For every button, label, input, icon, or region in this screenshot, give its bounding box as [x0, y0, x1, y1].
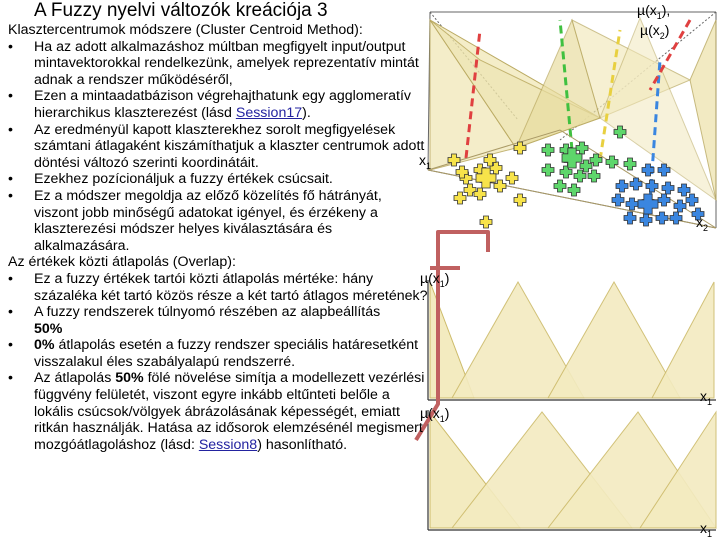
cluster-point: [686, 194, 698, 206]
bullet-text: Ha az adott alkalmazáshoz múltban megfigyelt input/output mintavektorokkal rendelkezünk, amelyek reprezentatív mintát adnak a rendszer működéséről,: [34, 38, 419, 88]
cluster-point: [624, 158, 636, 170]
cluster-centroid: [638, 194, 658, 214]
cluster-point: [454, 192, 466, 204]
cluster-point: [542, 144, 554, 156]
bullet-text: ).: [302, 104, 311, 121]
bullet-item: • Ez a fuzzy értékek tartói közti átlapolás mértéke: hány százaléka két tartó közös része a két tartó átlagos méretének?: [8, 270, 428, 304]
cluster-point: [542, 164, 554, 176]
cluster-point: [642, 164, 654, 176]
cluster-point: [612, 194, 624, 206]
mu-x1-bottom-label: $\mu(x_1)$: [420, 405, 450, 424]
cluster-point: [568, 184, 580, 196]
cluster-point: [670, 212, 682, 224]
membership-panel-bottom: [428, 410, 716, 530]
overlap-heading: Az értékek közti átlapolás (Overlap):: [8, 254, 236, 271]
membership-pyramids: [430, 18, 716, 200]
bullet-item: • Ezen a mintaadatbázison végrehajthatunk egy agglomeratív hierarchikus klaszterezést (lásd Session17).: [8, 88, 411, 121]
cluster-point: [656, 212, 668, 224]
bullet-text: Ezekhez pozícionáljuk a fuzzy értékek csúcsait.: [34, 171, 333, 188]
session8-link[interactable]: Session8: [198, 436, 258, 453]
bold-value: 50%: [115, 370, 144, 387]
cluster-point: [576, 142, 588, 154]
cluster-point: [678, 184, 690, 196]
cluster-point: [640, 214, 652, 226]
bullet-item: • Az eredményül kapott klaszterekhez sorolt megfigyelések számtani átlagaként kiszámíthatjuk a klaszter centrumok adott döntési változó szerinti koordinátáit.: [8, 121, 425, 171]
cluster-point: [588, 170, 600, 182]
bullet-text: ) hasonlítható.: [257, 436, 348, 453]
cluster-point: [658, 194, 670, 206]
cluster-point: [616, 180, 628, 192]
cluster-point: [554, 180, 566, 192]
bullet-item: • Ezekhez pozícionáljuk a fuzzy értékek csúcsait.: [8, 171, 333, 188]
bullet-text: Ez a fuzzy értékek tartói közti átlapolás mértéke: hány százaléka két tartó közös része a két tartó átlagos méretének?: [34, 270, 428, 304]
page-title: A Fuzzy nyelvi változók kreációja 3: [34, 0, 328, 21]
x1-axis-label: $x_1$: [419, 152, 432, 171]
bold-value: 50%: [34, 320, 63, 337]
bullet-text: átlapolás esetén a fuzzy rendszer speciális határesetként visszalakul éles szabályalapú rendszerré.: [34, 337, 419, 370]
cluster-point: [606, 156, 618, 168]
cluster-point: [626, 198, 638, 210]
session17-link[interactable]: Session17: [235, 104, 303, 121]
bullet-text: Az átlapolás: [34, 370, 116, 387]
bullet-item: • Az átlapolás 50% fölé növelése simítja a modellezett vezérlési függvény felületét, viszont egyre inkább eltűnteti belőle a lokális csúcsok/völgyek ábrázolásának képességét, emiatt ritkán használják. Hatása az idősorok elemzésénél megismert mozgóátlagoláshoz (lásd: Session8) hasonlítható.: [8, 370, 425, 453]
mu-x1-mid-label: $\mu(x_1)$: [420, 270, 450, 289]
x1-mid-axis-label: $x_1$: [700, 388, 713, 407]
x1-bottom-axis-label: $x_1$: [700, 520, 713, 539]
cluster-point: [624, 212, 636, 224]
mu-x1-label: $\mu(x_1)$,: [637, 2, 671, 21]
cluster-point: [514, 194, 526, 206]
bullet-item: • 0% átlapolás esetén a fuzzy rendszer speciális határesetként visszalakul éles szabályalapú rendszerré.: [8, 337, 419, 370]
bullet-text: A fuzzy rendszerek túlnyomó részében az alapbeállítás: [34, 304, 381, 321]
membership-panel-mid: [428, 280, 716, 400]
cluster-point: [674, 200, 686, 212]
bullet-item: • Ha az adott alkalmazáshoz múltban megfigyelt input/output mintavektorokkal rendelkezünk, amelyek reprezentatív mintát adnak a rendszer működéséről,: [8, 38, 419, 88]
x2-axis-label: $x_2$: [696, 214, 709, 233]
mu-x2-label: $\mu(x_2)$: [640, 22, 670, 41]
intro-text: Klasztercentrumok módszere (Cluster Centroid Method):: [8, 22, 363, 38]
cluster-point: [662, 182, 674, 194]
bullet-text: Az eredményül kapott klaszterekhez sorolt megfigyelések számtani átlagaként kiszámíthatjuk a klaszter centrumok adott döntési változó szerinti koordinátáit.: [34, 121, 425, 171]
bold-value: 0%: [34, 337, 55, 354]
bullet-item: • Ez a módszer megoldja az előző közelítés fő hátrányát, viszont jobb minőségű adatokat igényel, és érzékeny a klaszterezési módszer helyes kiválasztására és alkalmazására.: [8, 187, 382, 254]
bullet-text: fölé növelése simítja a modellezett vezérlési függvény felületét, viszont egyre inkább eltűnteti belőle a lokális csúcsok/völgyek ábrázolásának képességét, emiatt ritkán használják. Hatása az idősorok elemzésénél megismert mozgóátlagoláshoz (lásd:: [34, 370, 425, 453]
cluster-point: [506, 172, 518, 184]
cluster-point: [480, 216, 492, 228]
content-text: [8, 22, 428, 453]
bullet-text: Ez a módszer megoldja az előző közelítés fő hátrányát, viszont jobb minőségű adatokat igényel, és érzékeny a klaszterezési módszer helyes kiválasztására és alkalmazására.: [34, 187, 382, 254]
bullet-item: • A fuzzy rendszerek túlnyomó részében az alapbeállítás 50%: [8, 304, 381, 337]
bullet-text: Ezen a mintaadatbázison végrehajthatunk egy agglomeratív hierarchikus klaszterezést (lásd: [34, 88, 411, 121]
